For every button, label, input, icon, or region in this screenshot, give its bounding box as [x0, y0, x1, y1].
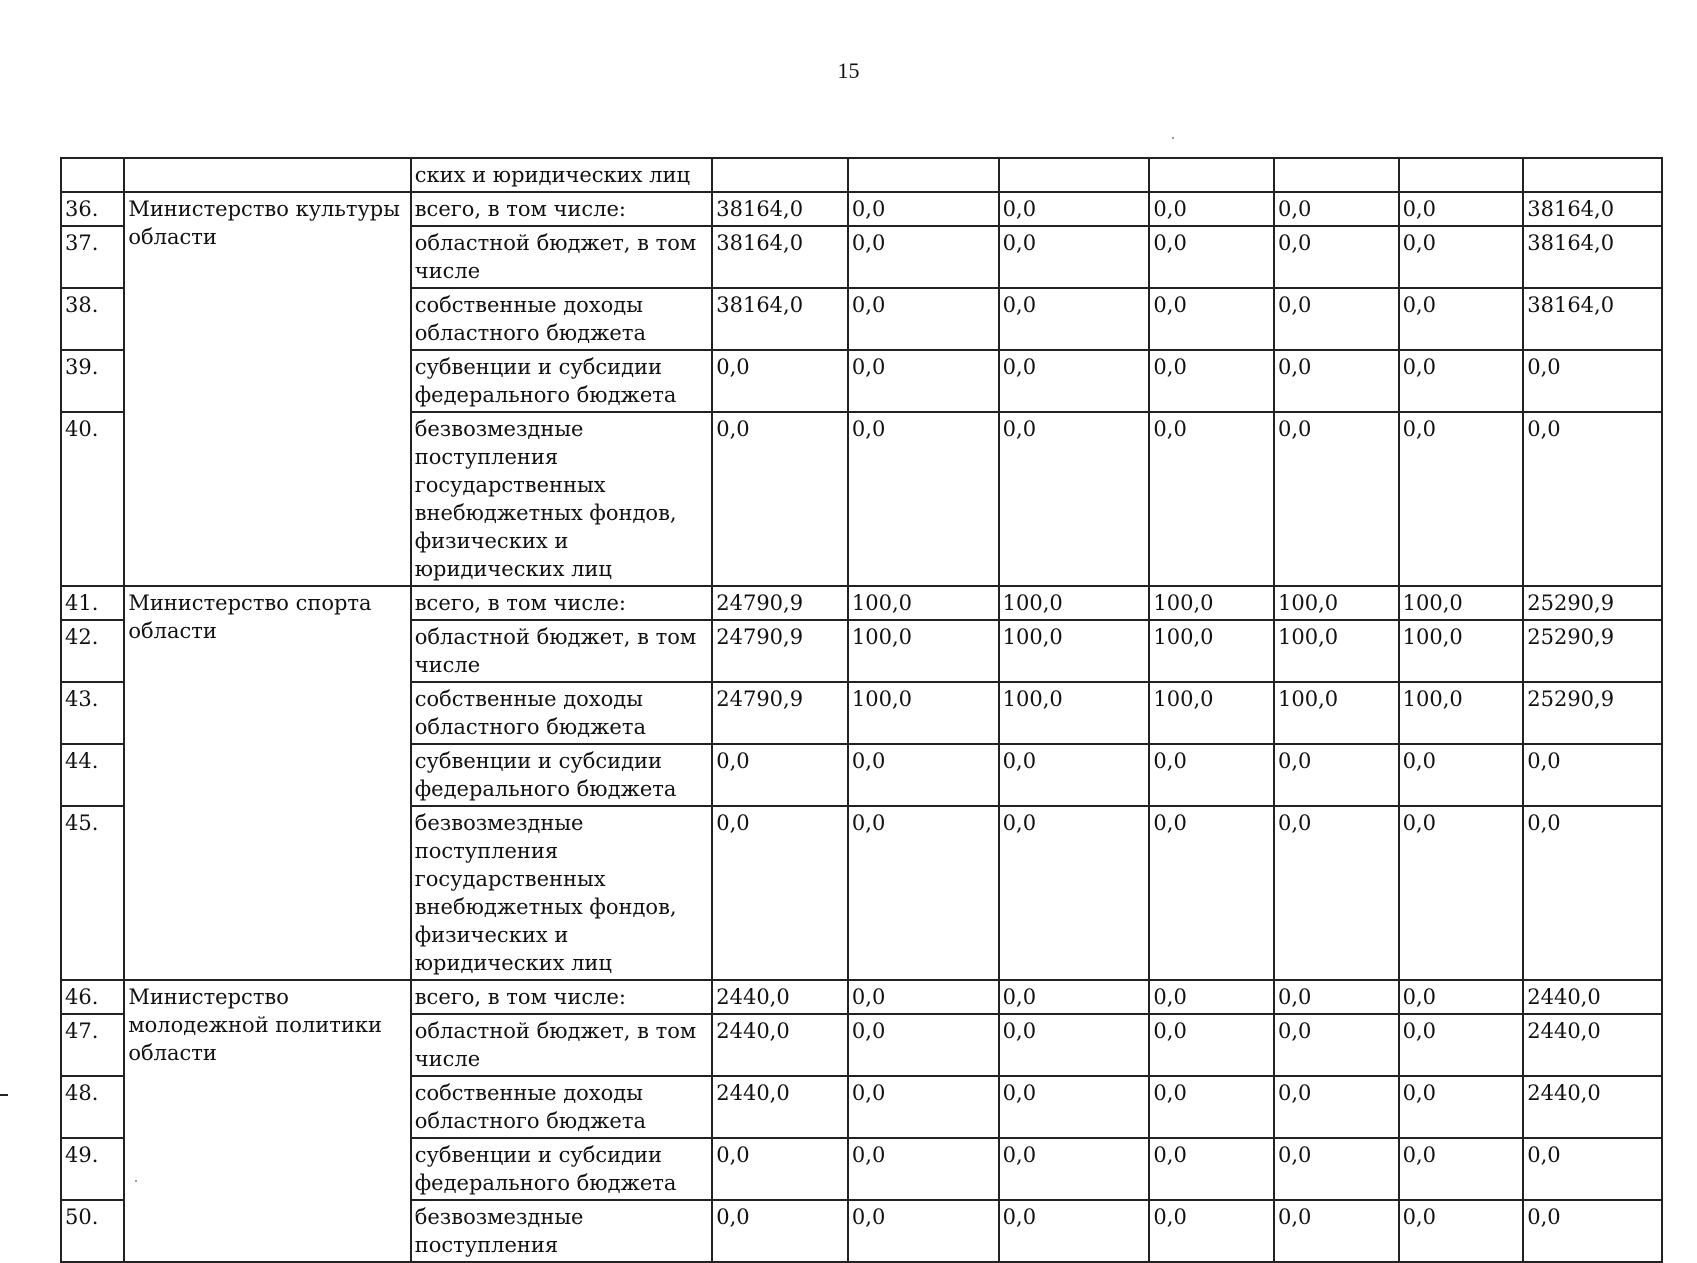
value-cell: 0,0 — [848, 806, 999, 980]
funding-source-cell: собственные доходы областного бюджета — [411, 1076, 713, 1138]
row-number-cell: 48. — [61, 1076, 124, 1138]
funding-source-cell: безвозмездные поступления государственных внебюджетных фондов, физических и юридических лиц — [411, 412, 713, 586]
value-cell: 0,0 — [1149, 980, 1274, 1014]
funding-source-cell: всего, в том числе: — [411, 192, 713, 226]
value-cell: 24790,9 — [712, 620, 848, 682]
value-cell — [712, 158, 848, 192]
value-cell: 0,0 — [712, 806, 848, 980]
budget-table — [60, 157, 1663, 1263]
value-cell: 100,0 — [1399, 682, 1524, 744]
value-cell: 0,0 — [1399, 1200, 1524, 1262]
value-cell: 0,0 — [999, 350, 1150, 412]
value-cell: 100,0 — [999, 586, 1150, 620]
value-cell: 0,0 — [999, 192, 1150, 226]
value-cell: 0,0 — [999, 1200, 1150, 1262]
value-cell: 0,0 — [1399, 1138, 1524, 1200]
funding-source-cell: собственные доходы областного бюджета — [411, 682, 713, 744]
value-cell: 0,0 — [848, 350, 999, 412]
funding-source-cell: собственные доходы областного бюджета — [411, 288, 713, 350]
value-cell: 0,0 — [999, 1076, 1150, 1138]
total-value-cell: 25290,9 — [1523, 586, 1662, 620]
total-value-cell: 2440,0 — [1523, 1014, 1662, 1076]
total-value-cell: 0,0 — [1523, 806, 1662, 980]
value-cell: 0,0 — [1399, 980, 1524, 1014]
value-cell: 0,0 — [848, 412, 999, 586]
value-cell: 100,0 — [1274, 682, 1399, 744]
value-cell: 0,0 — [999, 980, 1150, 1014]
value-cell: 100,0 — [1149, 586, 1274, 620]
funding-source-cell: субвенции и субсидии федерального бюджета — [411, 744, 713, 806]
organization-cell: Министерство культуры области — [124, 192, 410, 586]
row-number-cell: 41. — [61, 586, 124, 620]
value-cell: 0,0 — [1149, 1076, 1274, 1138]
value-cell — [848, 158, 999, 192]
value-cell: 100,0 — [848, 620, 999, 682]
total-value-cell: 25290,9 — [1523, 620, 1662, 682]
value-cell: 0,0 — [1149, 226, 1274, 288]
row-number-cell: 36. — [61, 192, 124, 226]
organization-cell: Министерство молодежной политики области — [124, 980, 410, 1262]
value-cell: 100,0 — [1149, 682, 1274, 744]
value-cell: 0,0 — [1274, 288, 1399, 350]
row-number-cell: 45. — [61, 806, 124, 980]
value-cell: 100,0 — [848, 682, 999, 744]
value-cell: 0,0 — [999, 1014, 1150, 1076]
value-cell: 0,0 — [1399, 1076, 1524, 1138]
row-number-cell: 38. — [61, 288, 124, 350]
value-cell: 0,0 — [712, 1200, 848, 1262]
total-value-cell: 0,0 — [1523, 412, 1662, 586]
value-cell: 0,0 — [1149, 350, 1274, 412]
value-cell: 0,0 — [1274, 1014, 1399, 1076]
value-cell: 0,0 — [848, 1076, 999, 1138]
organization-cell — [124, 158, 410, 192]
value-cell: 100,0 — [1399, 586, 1524, 620]
total-value-cell: 0,0 — [1523, 744, 1662, 806]
value-cell: 0,0 — [1399, 1014, 1524, 1076]
total-value-cell: 38164,0 — [1523, 288, 1662, 350]
margin-mark — [0, 1094, 8, 1096]
funding-source-cell: безвозмездные поступления — [411, 1200, 713, 1262]
total-value-cell: 0,0 — [1523, 350, 1662, 412]
value-cell: 0,0 — [1149, 412, 1274, 586]
row-number-cell: 46. — [61, 980, 124, 1014]
value-cell: 0,0 — [1399, 192, 1524, 226]
row-number-cell: 50. — [61, 1200, 124, 1262]
row-number-cell: 43. — [61, 682, 124, 744]
total-value-cell: 2440,0 — [1523, 1076, 1662, 1138]
value-cell: 0,0 — [1149, 288, 1274, 350]
row-number-cell: 37. — [61, 226, 124, 288]
value-cell: 0,0 — [848, 1200, 999, 1262]
value-cell: 0,0 — [999, 744, 1150, 806]
value-cell: 0,0 — [1149, 1014, 1274, 1076]
value-cell: 38164,0 — [712, 192, 848, 226]
value-cell: 0,0 — [1149, 744, 1274, 806]
funding-source-cell: ских и юридических лиц — [411, 158, 713, 192]
table-row — [61, 192, 1662, 226]
value-cell: 0,0 — [848, 744, 999, 806]
value-cell: 2440,0 — [712, 1076, 848, 1138]
value-cell: 0,0 — [712, 744, 848, 806]
funding-source-cell: всего, в том числе: — [411, 980, 713, 1014]
value-cell: 0,0 — [848, 288, 999, 350]
total-value-cell: 0,0 — [1523, 1138, 1662, 1200]
funding-source-cell: областной бюджет, в том числе — [411, 620, 713, 682]
value-cell: 0,0 — [1149, 192, 1274, 226]
value-cell: 0,0 — [1274, 744, 1399, 806]
funding-source-cell: субвенции и субсидии федерального бюджета — [411, 350, 713, 412]
value-cell: 0,0 — [999, 226, 1150, 288]
row-number-cell: 40. — [61, 412, 124, 586]
value-cell: 0,0 — [1274, 806, 1399, 980]
value-cell — [1399, 158, 1524, 192]
row-number-cell — [61, 158, 124, 192]
value-cell: 0,0 — [848, 192, 999, 226]
value-cell: 0,0 — [999, 412, 1150, 586]
value-cell: 0,0 — [1399, 744, 1524, 806]
value-cell: 0,0 — [1149, 1138, 1274, 1200]
value-cell — [1274, 158, 1399, 192]
value-cell: 0,0 — [999, 806, 1150, 980]
row-number-cell: 42. — [61, 620, 124, 682]
total-value-cell: 25290,9 — [1523, 682, 1662, 744]
value-cell: 24790,9 — [712, 682, 848, 744]
value-cell: 0,0 — [1149, 806, 1274, 980]
row-number-cell: 49. — [61, 1138, 124, 1200]
table-row — [61, 586, 1662, 620]
table-body — [61, 158, 1662, 1262]
value-cell: 0,0 — [999, 1138, 1150, 1200]
value-cell: 100,0 — [1149, 620, 1274, 682]
funding-source-cell: всего, в том числе: — [411, 586, 713, 620]
value-cell: 0,0 — [1149, 1200, 1274, 1262]
value-cell: 100,0 — [999, 620, 1150, 682]
value-cell: 0,0 — [848, 1138, 999, 1200]
value-cell: 0,0 — [1274, 226, 1399, 288]
value-cell: 100,0 — [1274, 620, 1399, 682]
funding-source-cell: безвозмездные поступления государственных внебюджетных фондов, физических и юридических лиц — [411, 806, 713, 980]
value-cell: 0,0 — [1399, 412, 1524, 586]
total-value-cell: 38164,0 — [1523, 192, 1662, 226]
value-cell: 0,0 — [1274, 412, 1399, 586]
value-cell: 2440,0 — [712, 980, 848, 1014]
value-cell: 2440,0 — [712, 1014, 848, 1076]
value-cell: 0,0 — [848, 1014, 999, 1076]
total-value-cell: 0,0 — [1523, 1200, 1662, 1262]
value-cell: 0,0 — [1274, 1138, 1399, 1200]
value-cell: 24790,9 — [712, 586, 848, 620]
row-number-cell: 47. — [61, 1014, 124, 1076]
value-cell — [999, 158, 1150, 192]
funding-source-cell: областной бюджет, в том числе — [411, 1014, 713, 1076]
page-number: 15 — [837, 58, 860, 83]
value-cell: 100,0 — [1274, 586, 1399, 620]
funding-source-cell: субвенции и субсидии федерального бюджета — [411, 1138, 713, 1200]
value-cell: 0,0 — [712, 412, 848, 586]
value-cell: 0,0 — [1274, 980, 1399, 1014]
organization-cell: Министерство спорта области — [124, 586, 410, 980]
value-cell: 100,0 — [848, 586, 999, 620]
total-value-cell: 2440,0 — [1523, 980, 1662, 1014]
total-value-cell: 38164,0 — [1523, 226, 1662, 288]
scan-speck — [1172, 137, 1174, 139]
value-cell: 38164,0 — [712, 226, 848, 288]
value-cell: 0,0 — [1399, 806, 1524, 980]
value-cell: 0,0 — [1399, 350, 1524, 412]
value-cell: 0,0 — [1274, 350, 1399, 412]
value-cell: 0,0 — [999, 288, 1150, 350]
table-row — [61, 980, 1662, 1014]
value-cell — [1523, 158, 1662, 192]
value-cell — [1149, 158, 1274, 192]
row-number-cell: 44. — [61, 744, 124, 806]
value-cell: 100,0 — [1399, 620, 1524, 682]
value-cell: 0,0 — [1399, 226, 1524, 288]
value-cell: 0,0 — [712, 1138, 848, 1200]
value-cell: 0,0 — [712, 350, 848, 412]
value-cell: 0,0 — [1274, 1200, 1399, 1262]
funding-source-cell: областной бюджет, в том числе — [411, 226, 713, 288]
value-cell: 0,0 — [848, 226, 999, 288]
row-number-cell: 39. — [61, 350, 124, 412]
value-cell: 38164,0 — [712, 288, 848, 350]
continuation-row — [61, 158, 1662, 192]
value-cell: 0,0 — [848, 980, 999, 1014]
value-cell: 100,0 — [999, 682, 1150, 744]
value-cell: 0,0 — [1274, 1076, 1399, 1138]
value-cell: 0,0 — [1274, 192, 1399, 226]
value-cell: 0,0 — [1399, 288, 1524, 350]
